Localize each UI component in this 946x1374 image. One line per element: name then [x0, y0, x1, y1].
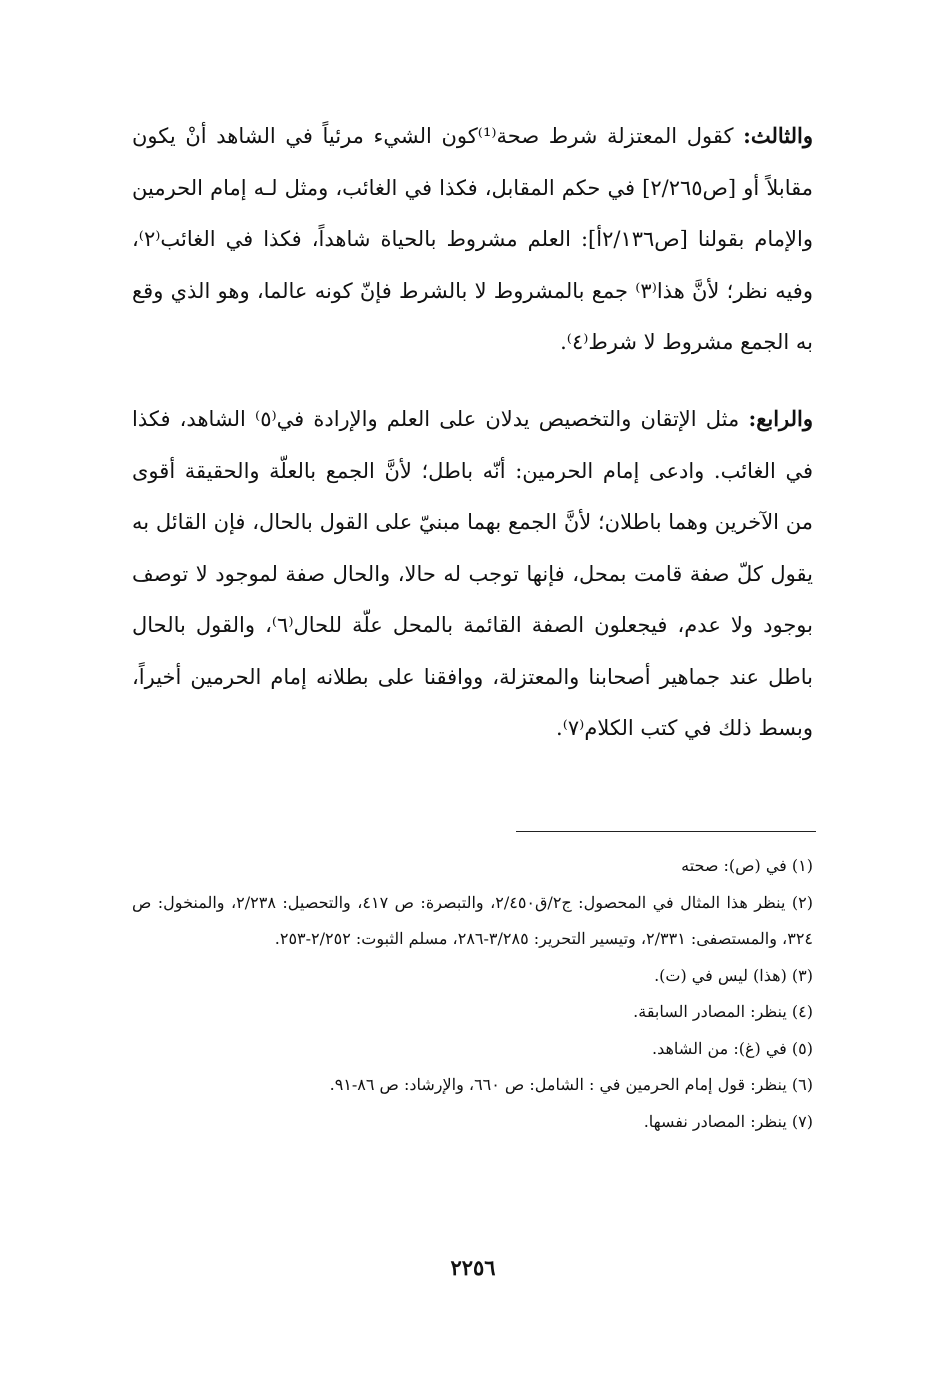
footnote-text: ينظر: المصادر نفسها. — [643, 1111, 787, 1131]
footnote-number: (٤) — [791, 1002, 813, 1021]
paragraph-lead: والثالث: — [743, 123, 813, 148]
footnote-text: ينظر: المصادر السابقة. — [633, 1002, 787, 1021]
footnote-text: (هذا) ليس في (ت). — [654, 965, 787, 985]
paragraph-text: كقول المعتزلة شرط صحة⁽¹⁾كون الشيء مرئياً في الشاهد أنْ يكون مقابلاً أو [ص٢/٢٦٥] في حكم المقابل، فكذا في الغائب، ومثل لـه إمام الحرمين والإمام بقولنا [ص٢/١٣٦أ]: العلم مشروط بالحياة شاهداً، فكذا في الغائب⁽٢⁾، وفيه نظر؛ لأنَّ هذا⁽٣⁾ جمع بالمشروط لا بالشرط فإنّ كونه عالما، وهو الذي وقع به الجمع مشروط لا شرط⁽٤⁾. — [132, 124, 814, 354]
footnote-item — [132, 1104, 813, 1141]
footnote-number: (٢) — [791, 892, 813, 912]
paragraph-third — [132, 110, 813, 369]
footnote-item — [132, 1031, 813, 1068]
footnote-separator — [516, 831, 816, 832]
footnote-text: في (غ): من الشاهد. — [652, 1038, 787, 1058]
footnote-item — [132, 848, 813, 885]
page-number: ٢٢٥٦ — [450, 1255, 496, 1280]
footnote-text: ينظر هذا المثال في المحصول: ج٢/ق٢/٤٥٠، والتبصرة: ص ٤١٧، والتحصيل: ٢/٢٣٨، والمنخول: ص ٣٢٤، والمستصفى: ٢/٣٣١، وتيسير التحرير: ٣/٢٨٥-٢٨٦، مسلم الثبوت: ٢/٢٥٢-٢٥٣. — [132, 892, 813, 948]
footnote-number: (٦) — [791, 1075, 813, 1094]
footnote-item — [132, 958, 813, 995]
footnote-number: (٣) — [791, 965, 813, 985]
paragraph-lead: والرابع: — [748, 406, 814, 431]
footnote-item — [132, 885, 813, 958]
footnotes-list — [132, 848, 813, 1140]
footnote-text: في (ص): صحته — [681, 856, 787, 875]
footnote-item — [132, 994, 813, 1031]
footnote-number: (٥) — [791, 1038, 813, 1058]
paragraph-fourth — [132, 393, 813, 755]
footnote-item — [132, 1067, 813, 1104]
footnote-number: (٧) — [791, 1111, 813, 1131]
footnote-text: ينظر: قول إمام الحرمين في : الشامل: ص ٦٦٠، والإرشاد: ص ٨٦-٩١. — [329, 1075, 787, 1094]
paragraph-text: مثل الإتقان والتخصيص يدلان على العلم والإرادة في⁽٥⁾ الشاهد، فكذا في الغائب. وادعى إمام الحرمين: أنّه باطل؛ لأنَّ الجمع بالعلّة والحقيقة أقوى من الآخرين وهما باطلان؛ لأنَّ الجمع بهما مبنيّ على القول بالحال، فإن القائل به يقول كلّ صفة قامت بمحل، فإنها توجب له حالا، والحال صفة لموجود لا توصف بوجود ولا عدم، فيجعلون الصفة القائمة بالمحل علّة للحال⁽٦⁾، والقول بالحال باطل عند جماهير أصحابنا والمعتزلة، ووافقنا على بطلانه إمام الحرمين أخيراً، وبسط ذلك في كتب الكلام⁽٧⁾. — [132, 407, 813, 740]
footnote-number: (١) — [791, 856, 813, 875]
